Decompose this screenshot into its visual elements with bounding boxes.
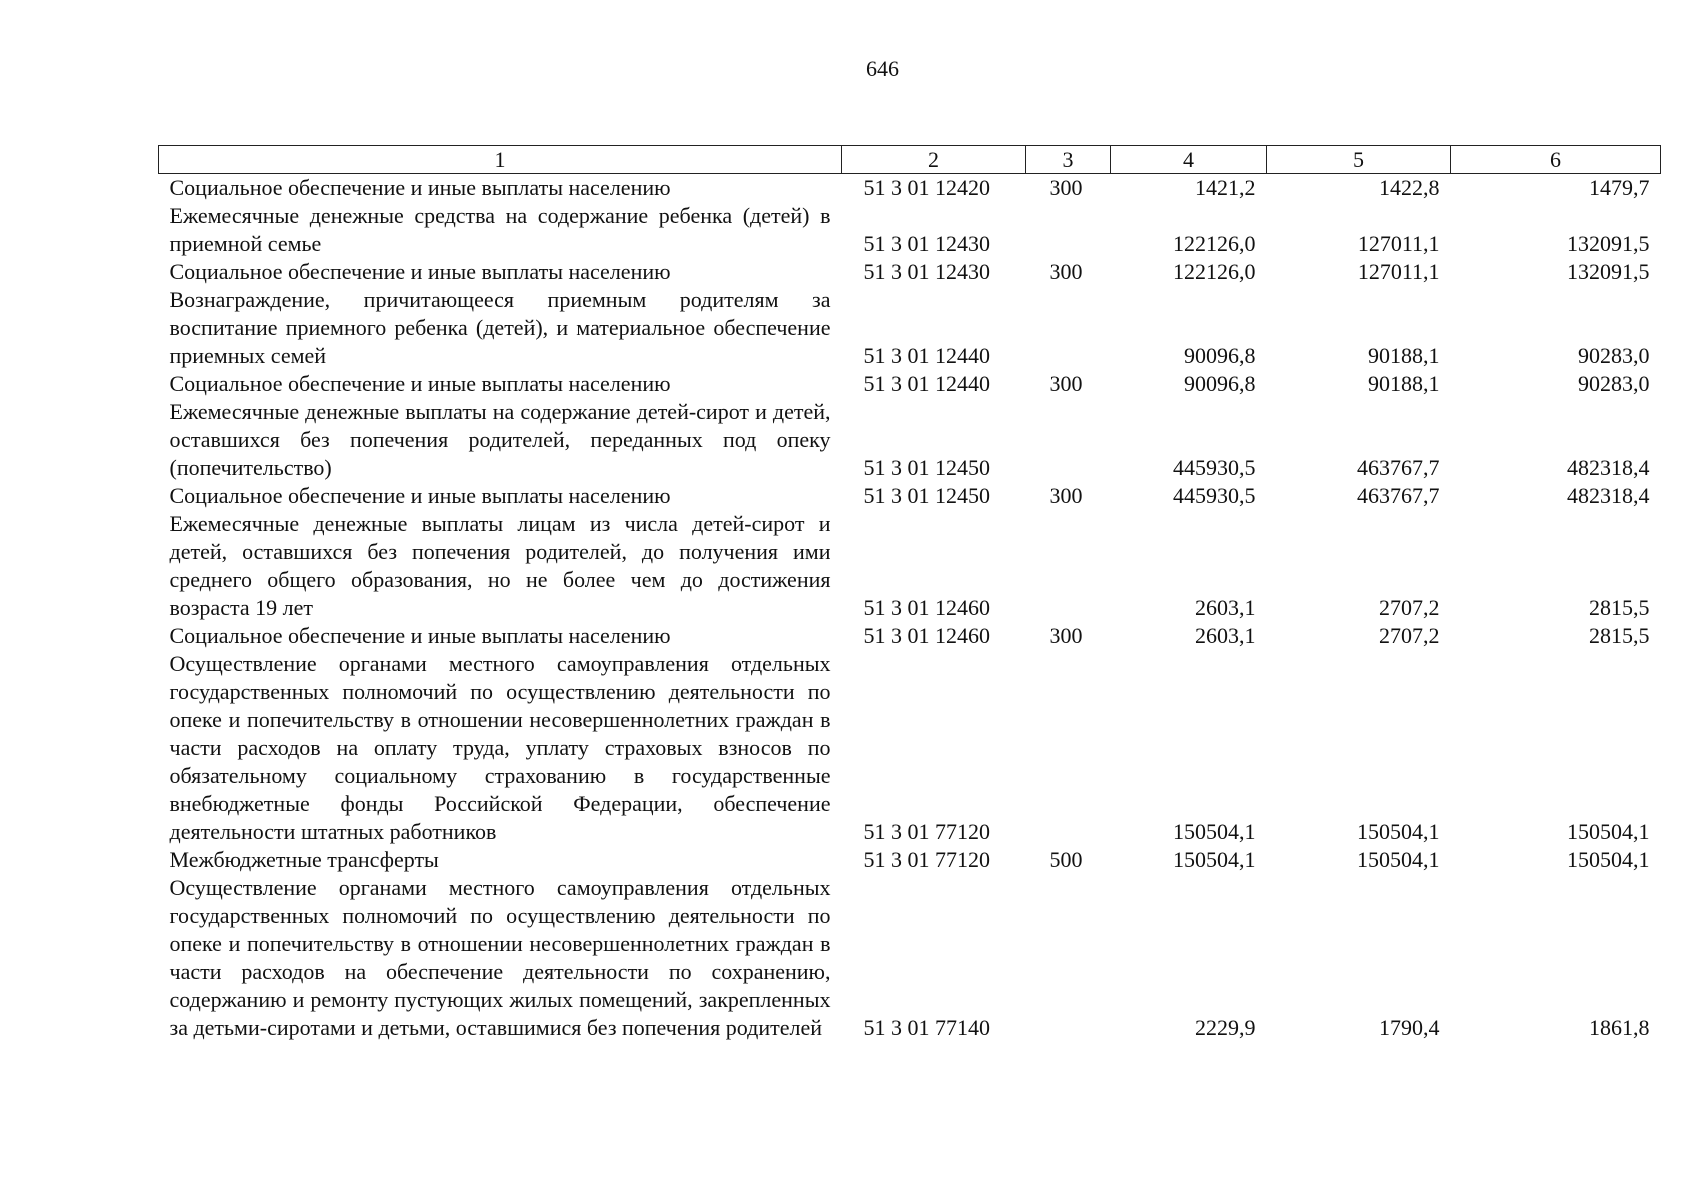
table-row	[159, 622, 1661, 650]
row-expense-type: 300	[1049, 483, 1083, 508]
row-description: Социальное обеспечение и иные выплаты населению	[169, 483, 671, 508]
table-row	[159, 202, 1661, 258]
table-row	[159, 874, 1661, 1042]
row-value-col5: 127011,1	[1357, 231, 1440, 256]
row-expense-type: 300	[1049, 175, 1083, 200]
row-value-col6: 2815,5	[1589, 595, 1650, 620]
row-value-col4: 90096,8	[1184, 371, 1256, 396]
row-value-col6: 150504,1	[1567, 847, 1650, 872]
row-value-col6: 90283,0	[1578, 371, 1650, 396]
row-target-code: 51 3 01 77140	[863, 1015, 990, 1040]
row-value-col6: 90283,0	[1578, 343, 1650, 368]
row-expense-type	[1026, 650, 1111, 846]
row-value-col4: 150504,1	[1173, 847, 1256, 872]
row-value-col5: 2707,2	[1379, 623, 1440, 648]
row-expense-type	[1026, 398, 1111, 482]
row-expense-type	[1026, 202, 1111, 258]
row-value-col5: 463767,7	[1357, 483, 1440, 508]
row-value-col6: 150504,1	[1567, 819, 1650, 844]
table-row	[159, 650, 1661, 846]
row-expense-type: 300	[1049, 371, 1083, 396]
row-description: Социальное обеспечение и иные выплаты населению	[169, 371, 671, 396]
row-value-col6: 482318,4	[1567, 455, 1650, 480]
table-row	[159, 370, 1661, 398]
row-description: Социальное обеспечение и иные выплаты населению	[169, 175, 671, 200]
row-value-col4: 122126,0	[1173, 231, 1256, 256]
table-body	[159, 174, 1661, 1043]
header-cell-6: 6	[1451, 146, 1661, 174]
row-target-code: 51 3 01 77120	[863, 847, 990, 872]
row-value-col5: 127011,1	[1357, 259, 1440, 284]
row-target-code: 51 3 01 12440	[863, 371, 990, 396]
row-value-col4: 2603,1	[1195, 595, 1256, 620]
row-description: Осуществление органами местного самоуправления отдельных государственных полномочий по осуществлению деятельности по опеке и попечительству в отношении несовершеннолетних граждан в части расходов на обеспечение деятельности по сохранению, содержанию и ремонту пустующих жилых помещений, закрепленных за детьми-сиротами и детьми, оставшимися без попечения родителей	[169, 875, 831, 1040]
row-value-col4: 122126,0	[1173, 259, 1256, 284]
row-value-col5: 463767,7	[1357, 455, 1440, 480]
row-value-col6: 132091,5	[1567, 259, 1650, 284]
row-value-col4: 2229,9	[1195, 1015, 1256, 1040]
row-value-col5: 90188,1	[1368, 371, 1440, 396]
table-header	[159, 146, 1661, 174]
row-value-col6: 1861,8	[1589, 1015, 1650, 1040]
row-value-col4: 90096,8	[1184, 343, 1256, 368]
row-description: Ежемесячные денежные выплаты на содержание детей-сирот и детей, оставшихся без попечения родителей, переданных под опеку (попечительство)	[169, 399, 831, 480]
table-row	[159, 258, 1661, 286]
row-description: Социальное обеспечение и иные выплаты населению	[169, 259, 671, 284]
table-row	[159, 482, 1661, 510]
row-expense-type: 500	[1049, 847, 1083, 872]
row-value-col6: 1479,7	[1589, 175, 1650, 200]
table-row	[159, 286, 1661, 370]
row-expense-type	[1026, 874, 1111, 1042]
page-number: 646	[866, 56, 899, 81]
row-description: Вознаграждение, причитающееся приемным родителям за воспитание приемного ребенка (детей), и материальное обеспечение приемных семей	[169, 287, 831, 368]
row-expense-type	[1026, 510, 1111, 622]
row-expense-type: 300	[1049, 623, 1083, 648]
row-expense-type: 300	[1049, 259, 1083, 284]
header-cell-1: 1	[159, 146, 842, 174]
row-value-col6: 482318,4	[1567, 483, 1650, 508]
row-value-col4: 2603,1	[1195, 623, 1256, 648]
row-description: Межбюджетные трансферты	[169, 847, 439, 872]
row-target-code: 51 3 01 12450	[863, 455, 990, 480]
row-target-code: 51 3 01 12420	[863, 175, 990, 200]
row-value-col4: 150504,1	[1173, 819, 1256, 844]
row-value-col4: 445930,5	[1173, 455, 1256, 480]
row-description: Ежемесячные денежные выплаты лицам из числа детей-сирот и детей, оставшихся без попечения родителей, до получения ими среднего общего образования, но не более чем до достижения возраста 19 лет	[169, 511, 831, 620]
row-value-col4: 445930,5	[1173, 483, 1256, 508]
row-description: Осуществление органами местного самоуправления отдельных государственных полномочий по осуществлению деятельности по опеке и попечительству в отношении несовершеннолетних граждан в части расходов на оплату труда, уплату страховых взносов по обязательному социальному страхованию в государственные внебюджетные фонды Российской Федерации, обеспечение деятельности штатных работников	[169, 651, 831, 844]
row-target-code: 51 3 01 12450	[863, 483, 990, 508]
row-value-col5: 2707,2	[1379, 595, 1440, 620]
row-target-code: 51 3 01 12440	[863, 343, 990, 368]
row-description: Социальное обеспечение и иные выплаты населению	[169, 623, 671, 648]
budget-table	[158, 145, 1661, 1042]
row-target-code: 51 3 01 12460	[863, 623, 990, 648]
table-row	[159, 846, 1661, 874]
row-value-col5: 150504,1	[1357, 819, 1440, 844]
row-target-code: 51 3 01 77120	[863, 819, 990, 844]
row-target-code: 51 3 01 12430	[863, 231, 990, 256]
row-value-col5: 1422,8	[1379, 175, 1440, 200]
row-description: Ежемесячные денежные средства на содержание ребенка (детей) в приемной семье	[169, 203, 831, 256]
row-target-code: 51 3 01 12430	[863, 259, 990, 284]
header-cell-5: 5	[1267, 146, 1451, 174]
row-value-col6: 2815,5	[1589, 623, 1650, 648]
table-row	[159, 398, 1661, 482]
row-expense-type	[1026, 286, 1111, 370]
header-cell-2: 2	[842, 146, 1026, 174]
table-row	[159, 510, 1661, 622]
row-value-col5: 1790,4	[1379, 1015, 1440, 1040]
row-value-col5: 150504,1	[1357, 847, 1440, 872]
row-value-col5: 90188,1	[1368, 343, 1440, 368]
row-value-col6: 132091,5	[1567, 231, 1650, 256]
header-cell-3: 3	[1026, 146, 1111, 174]
header-cell-4: 4	[1111, 146, 1267, 174]
table-row	[159, 174, 1661, 203]
row-value-col4: 1421,2	[1195, 175, 1256, 200]
row-target-code: 51 3 01 12460	[863, 595, 990, 620]
